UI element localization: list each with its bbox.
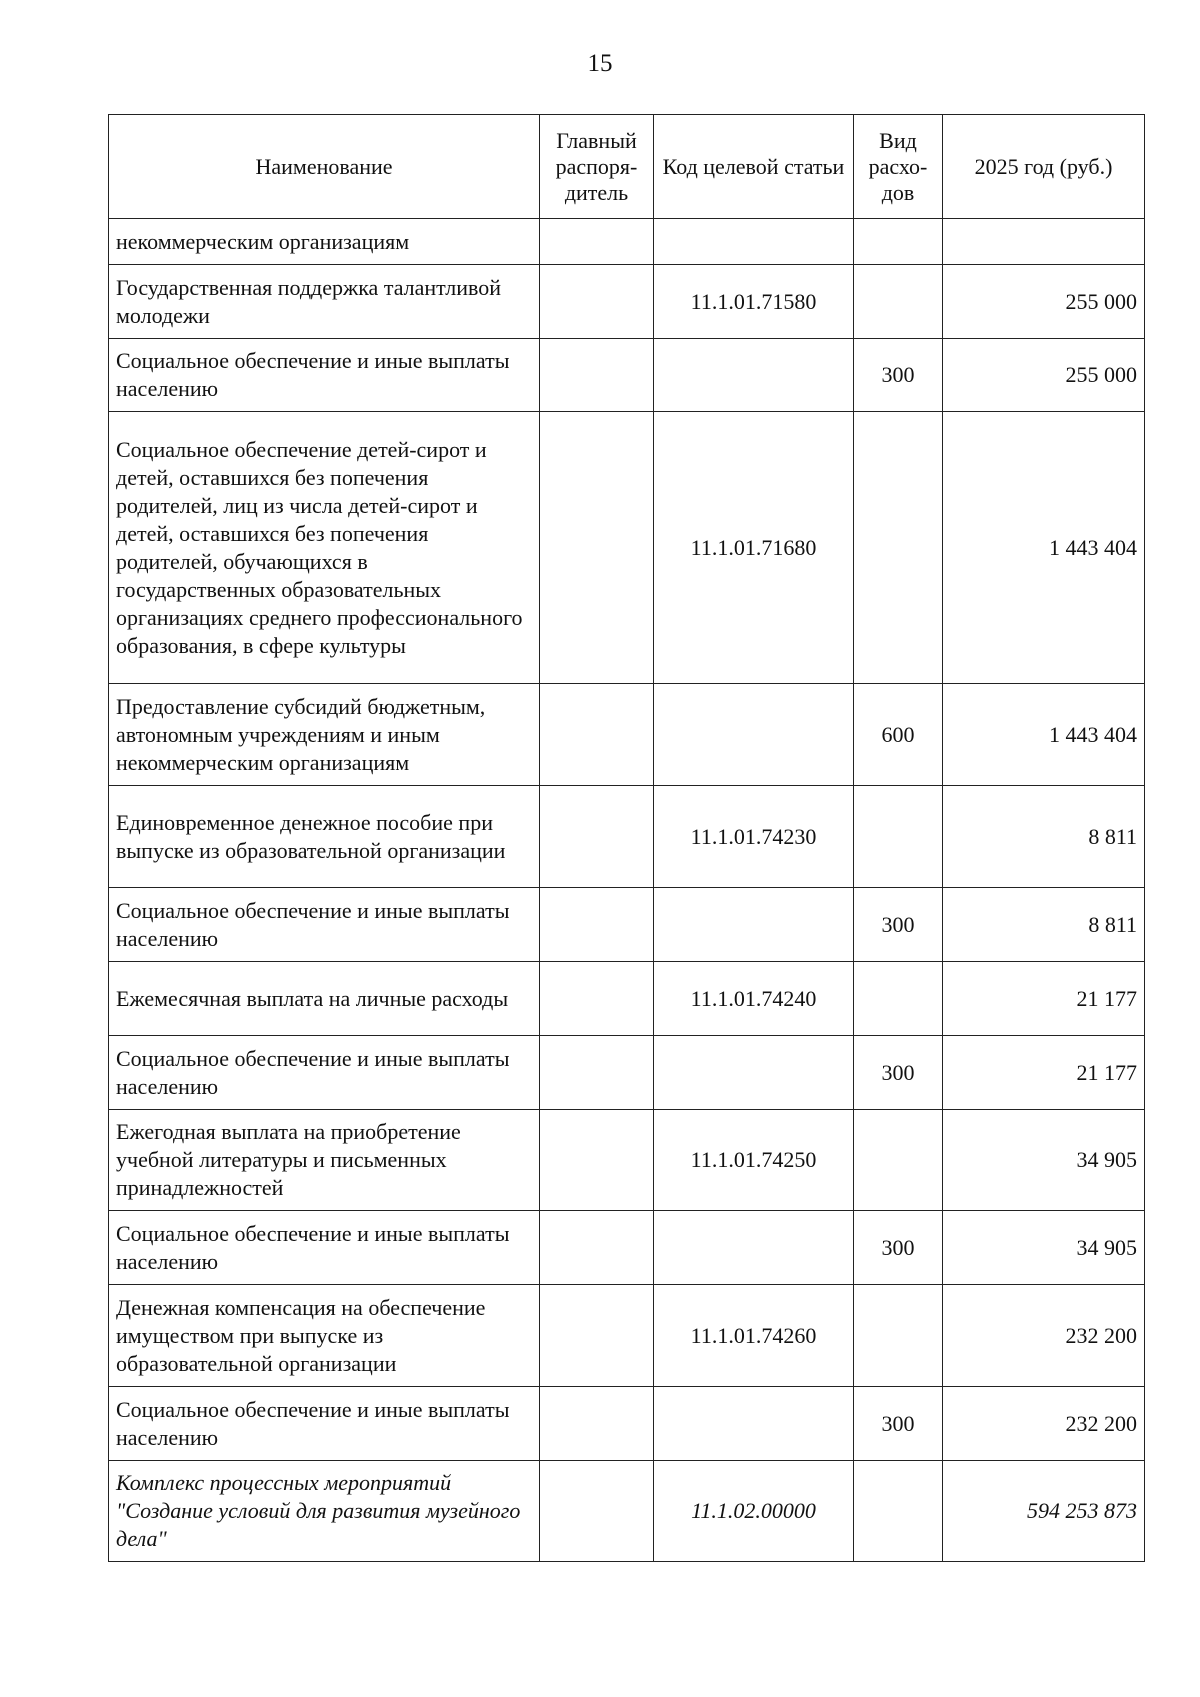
table-row — [109, 1211, 1145, 1285]
cell-main-manager — [540, 786, 654, 888]
cell-expense-type — [854, 1285, 943, 1387]
cell-target-code — [654, 1036, 854, 1110]
header-target-code: Код целевой статьи — [654, 115, 854, 219]
table-body — [109, 219, 1145, 1562]
cell-expense-type: 600 — [854, 684, 943, 786]
cell-amount: 21 177 — [943, 1036, 1145, 1110]
cell-name: Социальное обеспечение и иные выплаты населению — [109, 339, 540, 412]
cell-amount: 8 811 — [943, 888, 1145, 962]
table-row — [109, 1461, 1145, 1562]
cell-main-manager — [540, 962, 654, 1036]
budget-table — [108, 114, 1145, 1562]
cell-target-code — [654, 888, 854, 962]
cell-target-code — [654, 339, 854, 412]
table-header — [109, 115, 1145, 219]
cell-main-manager — [540, 888, 654, 962]
cell-target-code — [654, 219, 854, 265]
cell-amount: 255 000 — [943, 265, 1145, 339]
cell-target-code: 11.1.02.00000 — [654, 1461, 854, 1562]
header-main-manager: Главный распоря-дитель — [540, 115, 654, 219]
cell-main-manager — [540, 219, 654, 265]
cell-name: Государственная поддержка талантливой молодежи — [109, 265, 540, 339]
cell-expense-type: 300 — [854, 1036, 943, 1110]
cell-amount: 232 200 — [943, 1285, 1145, 1387]
cell-amount: 34 905 — [943, 1110, 1145, 1211]
cell-amount: 255 000 — [943, 339, 1145, 412]
cell-name: Социальное обеспечение и иные выплаты населению — [109, 1211, 540, 1285]
cell-expense-type — [854, 1461, 943, 1562]
cell-name: Комплекс процессных мероприятий "Создание условий для развития музейного дела" — [109, 1461, 540, 1562]
cell-name: Ежегодная выплата на приобретение учебной литературы и письменных принадлежностей — [109, 1110, 540, 1211]
page-number: 15 — [587, 50, 613, 77]
table-row — [109, 219, 1145, 265]
cell-main-manager — [540, 412, 654, 684]
cell-main-manager — [540, 1036, 654, 1110]
cell-main-manager — [540, 1387, 654, 1461]
header-expense-type: Вид расхо-дов — [854, 115, 943, 219]
cell-name: Единовременное денежное пособие при выпуске из образовательной организации — [109, 786, 540, 888]
table-row — [109, 265, 1145, 339]
cell-amount: 1 443 404 — [943, 684, 1145, 786]
cell-expense-type: 300 — [854, 1211, 943, 1285]
table-row — [109, 786, 1145, 888]
header-year-2025: 2025 год (руб.) — [943, 115, 1145, 219]
cell-expense-type: 300 — [854, 888, 943, 962]
cell-target-code — [654, 1387, 854, 1461]
cell-expense-type — [854, 219, 943, 265]
cell-expense-type — [854, 962, 943, 1036]
cell-expense-type — [854, 1110, 943, 1211]
cell-target-code: 11.1.01.74250 — [654, 1110, 854, 1211]
cell-target-code: 11.1.01.71580 — [654, 265, 854, 339]
cell-amount: 1 443 404 — [943, 412, 1145, 684]
table-row — [109, 684, 1145, 786]
cell-main-manager — [540, 1211, 654, 1285]
cell-main-manager — [540, 1461, 654, 1562]
table-row — [109, 962, 1145, 1036]
cell-target-code — [654, 684, 854, 786]
cell-name: Социальное обеспечение и иные выплаты населению — [109, 1387, 540, 1461]
table-row — [109, 412, 1145, 684]
cell-amount: 8 811 — [943, 786, 1145, 888]
cell-main-manager — [540, 265, 654, 339]
table-row — [109, 888, 1145, 962]
cell-main-manager — [540, 684, 654, 786]
table-row — [109, 1110, 1145, 1211]
cell-target-code: 11.1.01.74230 — [654, 786, 854, 888]
cell-name: Социальное обеспечение и иные выплаты населению — [109, 1036, 540, 1110]
table-row — [109, 1036, 1145, 1110]
cell-name: Денежная компенсация на обеспечение имуществом при выпуске из образовательной организации — [109, 1285, 540, 1387]
cell-name: Социальное обеспечение и иные выплаты населению — [109, 888, 540, 962]
table-row — [109, 339, 1145, 412]
cell-main-manager — [540, 1285, 654, 1387]
cell-amount — [943, 219, 1145, 265]
cell-amount: 21 177 — [943, 962, 1145, 1036]
cell-expense-type: 300 — [854, 1387, 943, 1461]
table-row — [109, 1387, 1145, 1461]
cell-expense-type — [854, 265, 943, 339]
cell-amount: 594 253 873 — [943, 1461, 1145, 1562]
cell-expense-type — [854, 786, 943, 888]
cell-name: некоммерческим организациям — [109, 219, 540, 265]
cell-name: Социальное обеспечение детей-сирот и детей, оставшихся без попечения родителей, лиц из числа детей-сирот и детей, оставшихся без попечения родителей, обучающихся в государственных образовательных организациях среднего профессионального образования, в сфере культуры — [109, 412, 540, 684]
table-row — [109, 1285, 1145, 1387]
cell-target-code — [654, 1211, 854, 1285]
cell-target-code: 11.1.01.74240 — [654, 962, 854, 1036]
cell-amount: 34 905 — [943, 1211, 1145, 1285]
cell-target-code: 11.1.01.74260 — [654, 1285, 854, 1387]
cell-main-manager — [540, 1110, 654, 1211]
header-name: Наименование — [109, 115, 540, 219]
cell-name: Предоставление субсидий бюджетным, автономным учреждениям и иным некоммерческим организациям — [109, 684, 540, 786]
cell-expense-type: 300 — [854, 339, 943, 412]
cell-expense-type — [854, 412, 943, 684]
cell-main-manager — [540, 339, 654, 412]
cell-amount: 232 200 — [943, 1387, 1145, 1461]
cell-name: Ежемесячная выплата на личные расходы — [109, 962, 540, 1036]
cell-target-code: 11.1.01.71680 — [654, 412, 854, 684]
